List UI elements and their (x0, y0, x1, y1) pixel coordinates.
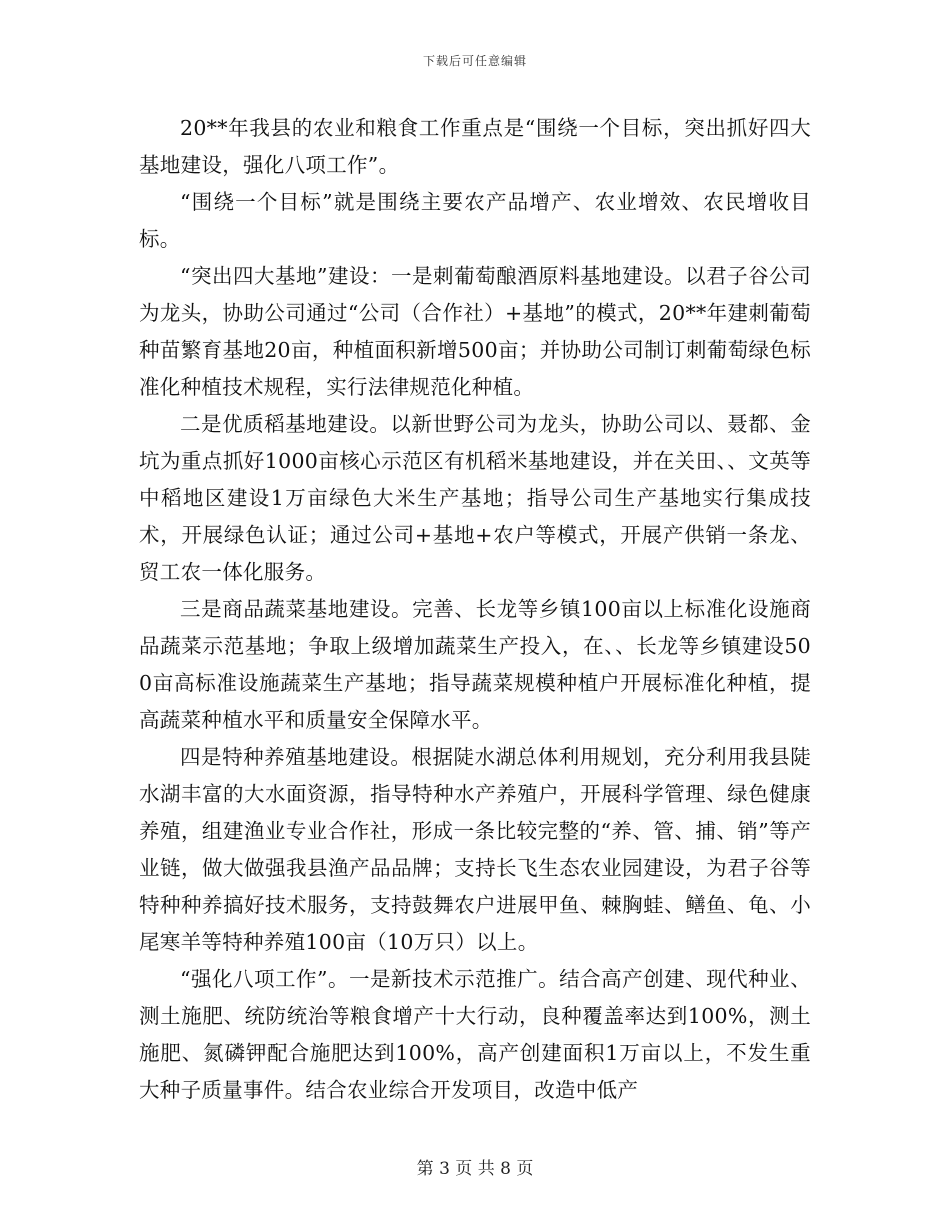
paragraph-7: “强化八项工作”。一是新技术示范推广。结合高产创建、现代种业、测土施肥、统防统治等粮食增产十大行动，良种覆盖率达到100%，测土施肥、氮磷钾配合施肥达到100%，高产创建面积1万亩以上，不发生重大种子质量事件。结合农业综合开发项目，改造中低产 (139, 967, 811, 1102)
paragraph-1: 20**年我县的农业和粮食工作重点是“围绕一个目标，突出抓好四大基地建设，强化八项工作”。 (139, 116, 811, 177)
paragraph-5: 三是商品蔬菜基地建设。完善、长龙等乡镇100亩以上标准化设施商品蔬菜示范基地；争取上级增加蔬菜生产投入，在、、长龙等乡镇建设500亩高标准设施蔬菜生产基地；指导蔬菜规模种植户开展标准化种植，提高蔬菜种植水平和质量安全保障水平。 (139, 597, 811, 732)
paragraph-6: 四是特种养殖基地建设。根据陡水湖总体利用规划，充分利用我县陡水湖丰富的大水面资源，指导特种水产养殖户，开展科学管理、绿色健康养殖，组建渔业专业合作社，形成一条比较完整的“养、管、捕、销”等产业链，做大做强我县渔产品品牌；支持长飞生态农业园建设，为君子谷等特种种养搞好技术服务，支持鼓舞农户进展甲鱼、棘胸蛙、鳝鱼、龟、小尾寒羊等特种养殖100亩（10万只）以上。 (139, 745, 811, 954)
paragraph-2: “围绕一个目标”就是围绕主要农产品增产、农业增效、农民增收目标。 (139, 190, 811, 251)
document-body (139, 110, 811, 1109)
paragraph-4: 二是优质稻基地建设。以新世野公司为龙头，协助公司以、聂都、金坑为重点抓好1000亩核心示范区有机稻米基地建设，并在关田、、文英等中稻地区建设1万亩绿色大米生产基地；指导公司生产基地实行集成技术，开展绿色认证；通过公司+基地+农户等模式，开展产供销一条龙、贸工农一体化服务。 (139, 412, 811, 584)
page-number-footer: 第 3 页 共 8 页 (416, 1159, 534, 1179)
paragraph-3: “突出四大基地”建设：一是刺葡萄酿酒原料基地建设。以君子谷公司为龙头，协助公司通过“公司（合作社）+基地”的模式，20**年建刺葡萄种苗繁育基地20亩，种植面积新增500亩；并协助公司制订刺葡萄绿色标准化种植技术规程，实行法律规范化种植。 (139, 264, 811, 399)
page-header-note: 下载后可任意编辑 (422, 54, 527, 68)
